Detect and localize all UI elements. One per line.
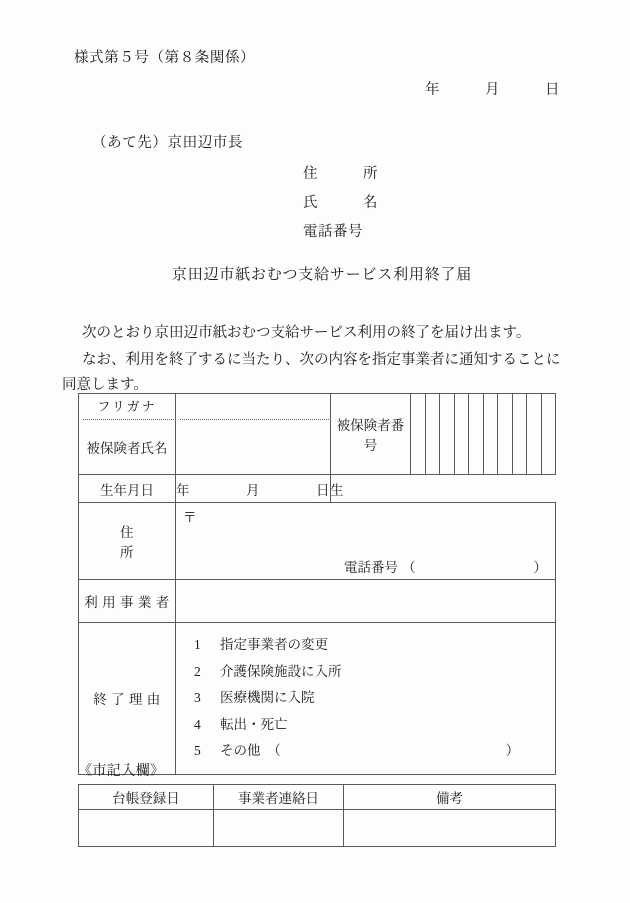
reason-text: 指定事業者の変更	[220, 637, 328, 652]
table-row-furigana	[79, 394, 556, 475]
reason-number: 1	[194, 637, 201, 652]
insurance-number-box[interactable]	[469, 394, 484, 474]
insurance-number-box[interactable]	[498, 394, 513, 474]
birthdate-input[interactable]: 年 月 日生	[176, 475, 331, 503]
table-row	[79, 810, 556, 847]
vendor-input-zone[interactable]	[176, 580, 555, 622]
sender-address-label: 住 所	[303, 166, 378, 182]
address-telephone-label: 電話番号	[344, 560, 398, 575]
insurance-number-box[interactable]	[411, 394, 426, 474]
reason-option-2[interactable]	[194, 659, 555, 686]
table-row-birthdate	[79, 475, 556, 503]
cell-remarks[interactable]	[344, 810, 556, 847]
reason-other-paren-close: ）	[505, 743, 520, 758]
reason-option-3[interactable]	[194, 685, 555, 712]
tel-paren-close: ）	[533, 560, 547, 575]
reason-text: 介護保険施設に入所	[220, 663, 342, 679]
column-header-vendor-contact-date: 事業者連絡日	[214, 785, 344, 810]
insurance-number-box[interactable]	[426, 394, 441, 474]
reason-text: 医療機関に入院	[220, 690, 315, 705]
address-input-cell[interactable]	[176, 503, 556, 580]
sender-telephone-label: 電話番号	[303, 224, 363, 240]
form-number: 様式第５号（第８条関係）	[74, 50, 256, 66]
applicant-info-table	[78, 393, 556, 775]
reason-text: 転出・死亡	[220, 716, 288, 732]
reason-number: 3	[194, 690, 201, 705]
reason-label: 終 了 理 由	[79, 623, 176, 775]
address-telephone-field[interactable]	[344, 556, 547, 576]
insurance-number-box[interactable]	[484, 394, 499, 474]
furigana-label-cell	[79, 394, 176, 475]
furigana-dotted-line	[83, 419, 176, 420]
insurance-number-grid[interactable]	[411, 394, 555, 474]
page-title: 京田辺市紙おむつ支給サービス利用終了届	[171, 267, 473, 283]
insurance-number-box[interactable]	[440, 394, 455, 474]
body-paragraph-2: なお、利用を終了するに当たり、次の内容を指定事業者に通知することに同意します。	[62, 352, 561, 393]
insurance-number-box[interactable]	[527, 394, 542, 474]
insured-name-label: 被保険者氏名	[86, 441, 168, 456]
furigana-and-name-input-cell[interactable]	[176, 394, 331, 475]
sender-name-label: 氏 名	[303, 195, 378, 211]
table-row-address	[79, 503, 556, 580]
birthdate-label: 生年月日	[79, 475, 176, 503]
reason-options-list	[176, 623, 555, 774]
insurance-number-box[interactable]	[455, 394, 470, 474]
insurance-number-box[interactable]	[513, 394, 528, 474]
reason-options-cell[interactable]	[176, 623, 556, 775]
furigana-input-dotted-line	[180, 419, 331, 420]
furigana-zone	[79, 394, 175, 420]
column-header-remarks: 備考	[344, 785, 556, 810]
address-label: 住 所	[79, 503, 176, 580]
reason-text: その他 （	[220, 743, 281, 758]
vendor-input-cell[interactable]	[176, 580, 556, 623]
cell-registration-date[interactable]	[79, 810, 214, 847]
sender-info-block	[303, 160, 378, 247]
furigana-label: フリガナ	[97, 399, 157, 414]
addressee-line: （あて先）京田辺市長	[92, 135, 243, 151]
postal-code-icon: 〒	[183, 510, 197, 525]
insurance-number-box[interactable]	[542, 394, 556, 474]
column-header-registration-date: 台帳登録日	[79, 785, 214, 810]
insurance-number-label: 被保険者番号	[331, 394, 411, 475]
address-input-zone[interactable]	[176, 503, 555, 579]
city-table-header-row	[79, 785, 556, 810]
cell-vendor-contact-date[interactable]	[214, 810, 344, 847]
reason-option-4[interactable]	[194, 712, 555, 739]
body-paragraph-1: 次のとおり京田辺市紙おむつ支給サービス利用の終了を届け出ます。	[82, 325, 531, 341]
vendor-label: 利 用 事 業 者	[79, 580, 176, 623]
reason-number: 4	[194, 716, 201, 732]
table-row-reason	[79, 623, 556, 775]
furigana-input-zone[interactable]	[176, 394, 330, 420]
reason-number: 5	[194, 743, 201, 758]
reason-number: 2	[194, 663, 201, 679]
tel-paren-open: （	[402, 560, 416, 575]
city-section-heading: 《市記入欄》	[78, 764, 165, 779]
insurance-number-input-cells[interactable]	[411, 394, 556, 475]
date-line: 年 月 日	[425, 82, 560, 98]
city-use-table	[78, 784, 556, 847]
reason-option-1[interactable]	[194, 632, 555, 659]
insured-name-input[interactable]	[176, 420, 330, 474]
table-row-vendor	[79, 580, 556, 623]
reason-option-5[interactable]	[194, 738, 555, 765]
